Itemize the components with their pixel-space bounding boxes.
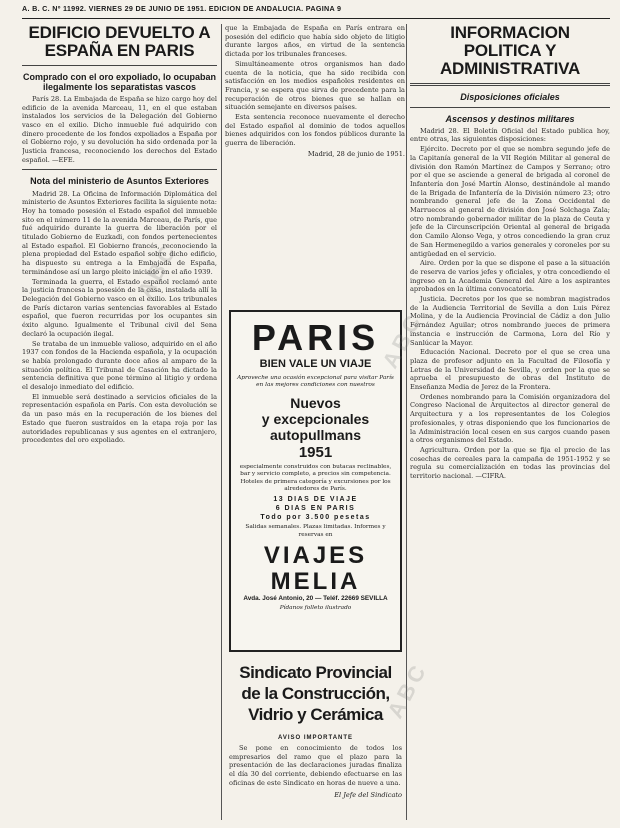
watermark-text: ABC — [132, 237, 183, 303]
article-paragraph: Madrid 28. La Oficina de Información Diplomática del ministerio de Asuntos Exteriores facilita la siguiente nota: Hoy ha tomado posesión el Estado español del inmueble sito en el número 11 de la avenida Marceau, de París, que fué adquirido durante la guerra de liberación por el titulado Gobierno de Euzkadi, con fondos pertenecientes al Estado español. El Gobierno francés, reconociendo la plena propiedad del Estado español sobre dicho edificio, ha dispuesto su entrega a la Embajada de España, terminándose así un largo pleito iniciado en el año 1939. — [22, 189, 217, 276]
article-paragraph: Justicia. Decretos por los que se nombran magistrados de la Audiencia Territorial de Sevilla a don Luis Pérez Molina, y de la Audiencia Provincial de Cádiz a don Julio Fernández Aguilar; otros nombrando jueces de primera instancia e instrucción de Carmona, Lora del Río y Sanlúcar la Mayor. — [410, 295, 610, 347]
ad-days-paris: 6 DIAS EN PARIS — [275, 505, 356, 513]
article-paragraph: Se trataba de un inmueble valioso, adquirido en el año 1937 con fondos de la Hacienda española, y la ocupación se había prolongado durante doce años al amparo de la situación política. El Tribunal de Casación ha dictado la sentencia definitiva que pone término al litigio y ordena el desalojo inmediato del edificio. — [22, 339, 217, 392]
headline-edificio: EDIFICIO DEVUELTO A ESPAÑA EN PARIS — [28, 24, 211, 60]
ad-price: Todo por 3.500 pesetas — [260, 514, 371, 522]
ad-footer: Pídanos folleto ilustrado — [279, 605, 352, 612]
article-paragraph: Madrid 28. El Boletín Oficial del Estado publica hoy, entre otras, las siguientes disposiciones: — [410, 126, 610, 144]
article-paragraph: que la Embajada de España en París entrara en posesión del edificio que había sido objeto de litigio durante largos años, en virtud de la sentencia dictada por los tribunales franceses. — [225, 24, 405, 59]
notice-body: Se pone en conocimiento de todos los empresarios del ramo que el plazo para la presentación de las declaraciones juradas finaliza el día 30 del corriente, debiendo efectuarse en las oficinas de este Sindicato en horas de nueve a una. — [229, 744, 402, 787]
running-head: A. B. C. Nº 11992. VIERNES 29 DE JUNIO DE 1951. EDICION DE ANDALUCIA. PAGINA 9 — [22, 4, 342, 13]
headline-informacion: INFORMACION POLITICA Y ADMINISTRATIVA — [439, 24, 581, 78]
ad-subtitle: BIEN VALE UN VIAJE — [259, 358, 372, 370]
article-paragraph: El inmueble será destinado a servicios oficiales de la representación española en París. Con esta devolución se da un paso más en la recuperación de los bienes del Estado que fueron sustraídos en la etapa roja por las autoridades republicanas y sus agentes en el extranjero, procedentes del oro expoliado. — [22, 392, 217, 445]
ad-address: Avda. José Antonio, 20 — Teléf. 22669 SEVILLA — [243, 595, 388, 603]
article-paragraph: Educación Nacional. Decreto por el que se crea una plaza de profesor adjunto en la Facultad de Filosofía y Letras de la Universidad de Sevilla, y orden por la que se aprueba el presupuesto de obras del Instituto de Enseñanza Media de Jerez de la Frontera. — [410, 348, 610, 392]
ad-line-excepcionales: y excepcionales — [261, 410, 370, 427]
subhead-nota: Nota del ministerio de Asuntos Exteriores — [30, 176, 209, 187]
ad-brand: VIAJES MELIA — [263, 542, 368, 596]
subhead-disposiciones: Disposiciones oficiales — [460, 91, 560, 102]
watermark-text: ABC — [377, 307, 428, 373]
article-paragraph: Simultáneamente otros organismos han dado cuenta de la noticia, que ha sido recibida con satisfacción en los medios españoles residentes en Francia, y se espera que sirva de precedente para la recuperación de otros bienes que se hallan en situación semejante en diversos países. — [225, 59, 405, 112]
subhead-comprado: Comprado con el oro expoliado, lo ocupaban ilegalmente los separatistas vascos — [22, 71, 217, 92]
notice-signature: El Jefe del Sindicato — [334, 790, 402, 799]
article-paragraph: Ejército. Decreto por el que se nombra segundo jefe de la Capitanía general de la VII Región Militar al general de división don Ramón Martínez de Campos y Serrano; otro por el que se asciende a general de brigada al coronel de Infantería don José Martín Alonso, destinándole al mando de la Brigada de Infantería de la División número 23; otro nombrando general jefe de la Zona Occidental de Marruecos al general de división don José Solchaga Zala; otro nombrando gobernador militar de la plaza de Ceuta y jefe de la Circunscripción Oriental al general de brigada don Camilo Alonso Vega, y otros concediendo la gran cruz de San Hermenegildo a varios generales y coroneles por su antigüedad en el servicio. — [410, 145, 610, 258]
ad-line-nuevos: Nuevos — [290, 394, 341, 411]
ad-days-travel: 13 DIAS DE VIAJE — [273, 496, 358, 504]
ad-departure: Salidas semanales. Plazas limitadas. Informes y reservas en — [245, 524, 386, 538]
article-paragraph: París 28. La Embajada de España se hizo cargo hoy del edificio de la avenida Marceau, 11, en el que estaban instalados los servicios de la Delegación del Gobierno vasco en el exilio. Dicho inmueble fué adquirido con dinero procedente de los fondos expoliados a España por el Gobierno rojo, y su devolución ha sido ordenada por la Justicia francesa, reconociendo los derechos del Estado español. —EFE. — [22, 94, 217, 164]
subhead-ascensos: Ascensos y destinos militares — [445, 113, 575, 124]
ad-year: 1951 — [298, 443, 333, 461]
article-paragraph: Esta sentencia reconoce nuevamente el derecho del Estado español al dominio de todos aquellos bienes adquiridos con los fondos públicos durante la guerra de liberación. — [225, 113, 405, 148]
article-paragraph: Aire. Orden por la que se dispone el pase a la situación de reserva de varios jefes y oficiales, y otra concediendo el ingreso en la Academia General del Aire a los aspirantes aprobados en la última convocatoria. — [410, 259, 610, 294]
article-paragraph: Agricultura. Orden por la que se fija el precio de las cosechas de cereales para la campaña de 1951-1952 y se regula su comercialización en todas las provincias del territorio nacional. —CIFRA. — [410, 446, 610, 481]
ad-details: especialmente construidos con butacas reclinables, bar y servicio completo, a precios sin competencia. Hoteles de primera categoría y excursiones por los alrededores de París. — [239, 463, 392, 493]
ad-line-autopullmans: autopullmans — [269, 426, 361, 443]
ad-title: PARIS — [251, 317, 380, 358]
watermark-text: ABC — [382, 657, 433, 723]
article-paragraph: Terminada la guerra, el Estado español reclamó ante la justicia francesa la posesión de la casa, instalada allí la Delegación del Gobierno vasco en el exilio. Los tribunales de París dictaron varias sentencias favorables al Estado español, que fueron recurridas por los ocupantes sin éxito alguno. Igualmente el Tribunal civil del Sena declaró la ocupación ilegal. — [22, 277, 217, 338]
notice-head: AVISO IMPORTANTE — [277, 735, 354, 741]
dateline: Madrid, 28 de junio de 1951. — [307, 149, 405, 158]
sindicato-title: Sindicato Provincial de la Construcción, Vidrio y Cerámica — [239, 663, 392, 724]
article-paragraph: Ordenes nombrando para la Comisión organizadora del Congreso Nacional de Arquitectos al director general de Arquitectura y a los representantes de los Colegios profesionales, y otras disponiendo que los funcionarios de la Administración local cesen en sus cargos cuando pasen a otros organismos del Estado. — [410, 392, 610, 445]
ad-intro: Aproveche una ocasión excepcional para visitar París en las mejores condiciones con nuestros — [237, 375, 394, 389]
